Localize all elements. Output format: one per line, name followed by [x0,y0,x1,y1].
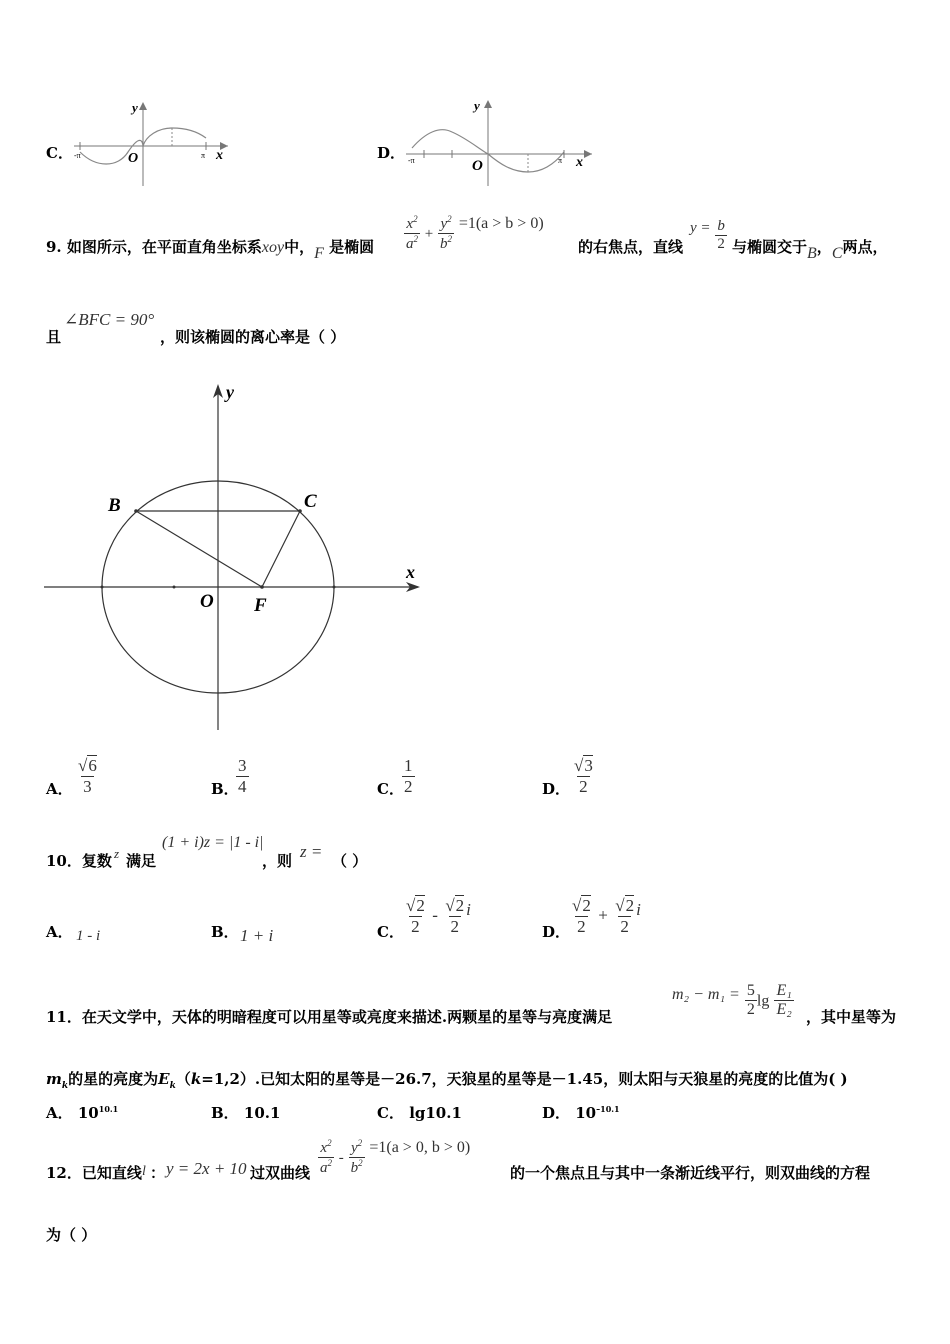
q9-opt-d-num: 3 [584,756,593,775]
q10-option-a-label: A． [46,923,73,941]
q9-end1: 两点， [842,238,888,256]
q11-opt-c-value: lg10.1 [409,1104,462,1122]
q10-option-d-value: $\frac{√2}{2}$ + $\frac{√2}{2}$ i [572,896,641,936]
fig-label-B: B [108,495,121,516]
q10c-d2: 2 [450,916,459,936]
q9-number: 9. 如图所示，在平面直角坐标系 [46,238,262,256]
q10c-d1: 2 [411,916,420,936]
q9-comma: ， [816,238,832,256]
q9-opt-c-num: 1 [404,756,413,775]
q11-opt-c-label: C． [377,1104,404,1122]
q9-option-a-label: A． [46,780,73,798]
q11-opt-d-label: D． [542,1104,571,1122]
q11-Ek: E [158,1070,170,1088]
q9-ellipse-equation: $\frac{x^2}{a^2}$ + $\frac{y^2}{b^2}$ =1(a > b > 0) [406,214,544,253]
q8c-origin: O [128,151,139,166]
fig-label-x: x [406,562,415,582]
q10d-i: i [636,899,641,919]
q9-eq-a: a [406,236,414,253]
q11-opt-d-exp: –10.1 [596,1104,620,1114]
q11-option-c [377,1102,462,1123]
q11-option-a [46,1102,118,1123]
q9-mid3: 的右焦点，直线 [578,238,684,256]
q8d-y-label: y [474,98,480,113]
q12-line-eq: y = 2x + 10 [166,1159,247,1178]
q12-b: b [350,1160,359,1177]
q12-end: 的一个焦点且与其中一条渐近线平行，则双曲线的方程 [510,1164,871,1182]
q11-mk: m [46,1070,62,1088]
q11-opt-b-value: 10.1 [243,1104,281,1122]
q10-then: ，则 [262,852,293,870]
q9-eq-x: x [406,216,414,232]
q11-Ek-sub: k [169,1081,176,1091]
q9-option-a-value: $\frac{√6}{3}$ [78,756,97,796]
q9-eq-rhs: =1(a > b > 0) [458,214,544,232]
q9-qie: 且 [46,328,62,346]
q9-option-c-value [402,756,415,796]
q11-line2a: 的星的亮度为 [68,1070,159,1088]
fig-label-F: F [254,595,267,616]
q9-line-y: y = [690,219,711,236]
q12-minus: - [338,1149,344,1166]
q9-line-2: 2 [717,236,725,253]
q11-formula-lhs: m₂ − m₁ = [672,986,740,1004]
q8-option-d-label: D． [377,144,406,162]
q11-formula-E1: E₁ [776,982,792,999]
q9-opt-a-den: 3 [83,776,92,796]
q9-mid4: 与椭圆交于 [732,238,808,256]
q10d-r1: 2 [582,896,591,915]
q11-line2b: （ [175,1070,191,1088]
q10c-i: i [466,899,471,919]
q10d-d2: 2 [620,916,629,936]
fig-label-y: y [226,382,234,402]
fig-label-C: C [304,491,317,512]
q9-opt-a-num: 6 [88,756,97,775]
q10d-sign: + [598,905,608,925]
q9-opt-b-den: 4 [238,776,247,796]
q11-formula-2: 2 [746,1001,755,1019]
q9-ellipse-figure [40,378,430,738]
q9-eq-y: y [440,216,448,232]
q11-opt-d-base: 10 [575,1104,597,1122]
q12-hyperbola-eq: $\frac{x^2}{a^2}$ - $\frac{y^2}{b^2}$ =1(a > 0, b > 0) [320,1138,471,1177]
q11-mk-sub: k [61,1081,69,1091]
q8-option-c-label: C． [46,144,73,162]
q12-l: l [142,1164,146,1179]
q11-line2 [46,1068,848,1091]
q10c-r1: 2 [416,896,425,915]
q11-line1: 11．在天文学中，天体的明暗程度可以用星等或亮度来描述.两颗星的星等与亮度满足 [46,1008,613,1026]
q12-y: y [350,1140,358,1156]
q9-mid1: 中， [284,238,315,256]
q10-option-b-label: B． [211,923,239,941]
q9-line-b: b [717,218,725,234]
q9-stem-line1b [578,236,683,257]
q10-option-d-label: D． [542,923,571,941]
q10-z: z [114,846,120,861]
q10-option-b-value: 1 + i [240,926,274,945]
q8d-x-label: x [576,155,583,170]
q10c-r2: 2 [455,896,465,915]
q9-B: B [807,245,817,262]
q9-eq-b: b [440,236,448,253]
q9-opt-b-num: 3 [238,756,247,775]
q11-formula-lg: lg [756,992,770,1010]
q9-F: F [314,245,324,262]
q9-angle: ∠BFC = 90° [64,310,155,329]
q9-option-b-value [236,756,249,796]
q11-line2c: =1,2）.已知太阳的星等是－26.7，天狼星的星等是－1.45，则太阳与天狼星的亮度的比值为( ) [201,1070,848,1088]
q11-option-b [211,1102,280,1123]
fig-segment-BF [136,511,262,587]
q8c-y-label: y [132,100,138,115]
q12-prefix: 12．已知直线 [46,1164,142,1182]
q10-z2: z = [300,842,323,861]
q11-opt-b-label: B． [211,1104,239,1122]
q10-option-a-value: 1 - i [76,928,101,944]
q10d-r2: 2 [625,896,635,915]
q10-mid: 满足 [126,852,157,870]
q10-end: （ ） [332,852,368,870]
q11-formula [672,982,794,1020]
q9-option-d-label: D． [542,780,571,798]
q8c-tick-neg-pi: -π [74,151,81,160]
q9-option-d-value: $\frac{√3}{2}$ [574,756,593,796]
q9-stem-line2 [46,326,61,347]
q9-stem-line1c [732,236,888,262]
q12-mid: 过双曲线 [250,1164,311,1182]
fig-label-O: O [200,591,214,612]
q9-stem-line1 [46,236,375,262]
q9-line-equation [690,218,727,254]
q10-option-c-value: $\frac{√2}{2}$ - $\frac{√2}{2}$ i [406,896,471,936]
q11-opt-a-exp: 10.1 [98,1104,119,1114]
q9-opt-c-den: 2 [404,776,413,796]
q9-option-b-label: B． [211,780,239,798]
q11-option-d [542,1102,620,1123]
q12-line2: 为（ ） [46,1226,97,1244]
fig-segment-CF [262,511,300,587]
q12-rhs: =1(a > 0, b > 0) [369,1138,471,1156]
q11-opt-a-base: 10 [77,1104,99,1122]
q9-opt-d-den: 2 [579,776,588,796]
q11-line1-end: ，其中星等为 [806,1008,897,1026]
q10-prefix: 10．复数 [46,852,112,870]
q9-coord: xoy [261,239,285,256]
q8c-x-label: x [216,148,223,163]
q9-mid2: 是椭圆 [329,238,375,256]
q10c-sign: - [432,905,438,925]
q10-option-c-label: C． [377,923,404,941]
q8d-tick-pi: π [558,156,563,165]
q10d-d1: 2 [577,916,586,936]
q8-option-c-graph [66,96,236,188]
q11-formula-E2: E₂ [776,1001,792,1019]
q9-C: C [831,245,843,262]
q10-equation: (1 + i)z = |1 - i| [162,834,264,851]
q12-a: a [320,1160,328,1177]
q12-x: x [320,1140,328,1156]
q11-formula-5: 5 [746,982,755,999]
q11-opt-a-label: A． [46,1104,73,1122]
q12-colon: ： [150,1164,166,1182]
q8d-tick-neg-pi: -π [408,156,415,165]
q9-end2: ，则该椭圆的离心率是（ ） [160,328,346,346]
q8c-tick-pi: π [201,151,206,160]
q11-kvals: k [190,1070,202,1088]
q9-option-c-label: C． [377,780,404,798]
q8d-origin: O [472,158,483,174]
q8-option-d-graph [400,96,600,188]
